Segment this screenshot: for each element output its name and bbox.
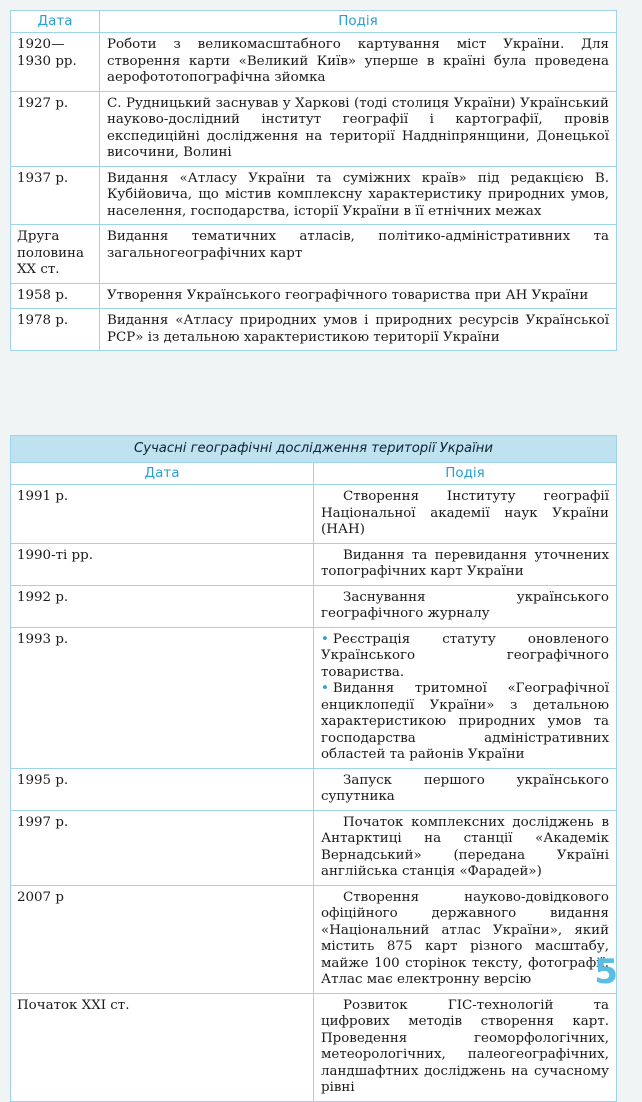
date-cell: 1997 р. — [11, 810, 314, 885]
event-cell: Видання «Атласу природних умов і природних ресурсів Української РСР» із детальною характеристикою території України — [100, 309, 617, 351]
date-cell: 1937 р. — [11, 166, 100, 225]
date-cell: 1992 р. — [11, 585, 314, 627]
date-cell: 1995 р. — [11, 768, 314, 810]
modern-research-table — [10, 435, 617, 1102]
table-header-row — [11, 11, 617, 33]
event-cell: Утворення Українського географічного товариства при АН України — [100, 283, 617, 309]
history-table — [10, 10, 617, 351]
event-cell: Початок комплексних досліджень в Антарктиці на станції «Академік Вернадський» (передана Україні англійська станція «Фарадей») — [314, 810, 617, 885]
table-header-row — [11, 463, 617, 485]
date-cell: 1920— 1930 рр. — [11, 33, 100, 92]
event-cell: Розвиток ГІС-технологій та цифрових методів створення карт. Проведення геоморфологічних, метеорологічних, палеогеографічних, ландшафтних досліджень на сучасному рівні — [314, 993, 617, 1101]
event-cell: Заснування українського географічного журналу — [314, 585, 617, 627]
table-row — [11, 993, 617, 1101]
list-item: • Реєстрація статуту оновленого Українського географічного товариства. — [321, 631, 609, 680]
table-row — [11, 91, 617, 166]
table-row — [11, 885, 617, 993]
date-cell: 1990-ті рр. — [11, 543, 314, 585]
table-row — [11, 283, 617, 309]
bullet-icon: • — [321, 681, 329, 696]
event-column-header: Подія — [314, 463, 617, 485]
table-row — [11, 585, 617, 627]
date-cell: 1993 р. — [11, 627, 314, 768]
date-cell: Друга половина XX ст. — [11, 225, 100, 284]
date-cell: 2007 р — [11, 885, 314, 993]
date-column-header: Дата — [11, 11, 100, 33]
event-cell: Видання «Атласу України та суміжних країв» під редакцією В. Кубійовича, що містив комплексну характеристику природних умов, населення, господарства, історії України в її етнічних межах — [100, 166, 617, 225]
date-cell: Початок XXI ст. — [11, 993, 314, 1101]
table-row — [11, 627, 617, 768]
event-cell — [314, 627, 617, 768]
date-cell: 1958 р. — [11, 283, 100, 309]
table-row — [11, 543, 617, 585]
event-cell: Створення науково-довідкового офіційного державного видання «Національний атлас України», який містить 875 карт різного масштабу, майже 100 сторінок тексту, фотографії. Атлас має електронну версію — [314, 885, 617, 993]
list-item: • Видання тритомної «Географічної енциклопедії України» з детальною характеристикою природних умов та господарства адміністративних областей та районів України — [321, 681, 609, 762]
event-column-header: Подія — [100, 11, 617, 33]
date-column-header: Дата — [11, 463, 314, 485]
table-row — [11, 810, 617, 885]
date-cell: 1927 р. — [11, 91, 100, 166]
event-cell: Роботи з великомасштабного картування міст України. Для створення карти «Великий Київ» уперше в країні була проведена аерофототопографічна зйомка — [100, 33, 617, 92]
table-row — [11, 485, 617, 544]
table-row — [11, 309, 617, 351]
date-cell: 1978 р. — [11, 309, 100, 351]
table-row — [11, 768, 617, 810]
event-cell: Видання тематичних атласів, політико-адміністративних та загальногеографічних карт — [100, 225, 617, 284]
event-cell: Запуск першого українського супутника — [314, 768, 617, 810]
table-row — [11, 33, 617, 92]
table-row — [11, 166, 617, 225]
page-number: 5 — [594, 952, 618, 992]
event-cell: Створення Інституту географії Національної академії наук України (НАН) — [314, 485, 617, 544]
event-cell: С. Рудницький заснував у Харкові (тоді столиця України) Український науково-дослідний інститут географії і картографії, провів експедиційні дослідження на території Наддніпрянщини, Донецької височини, Волині — [100, 91, 617, 166]
table-caption: Сучасні географічні дослідження території України — [11, 436, 617, 463]
table-row — [11, 225, 617, 284]
table-caption-row — [11, 436, 617, 463]
event-cell: Видання та перевидання уточнених топографічних карт України — [314, 543, 617, 585]
bullet-icon: • — [321, 631, 329, 647]
date-cell: 1991 р. — [11, 485, 314, 544]
